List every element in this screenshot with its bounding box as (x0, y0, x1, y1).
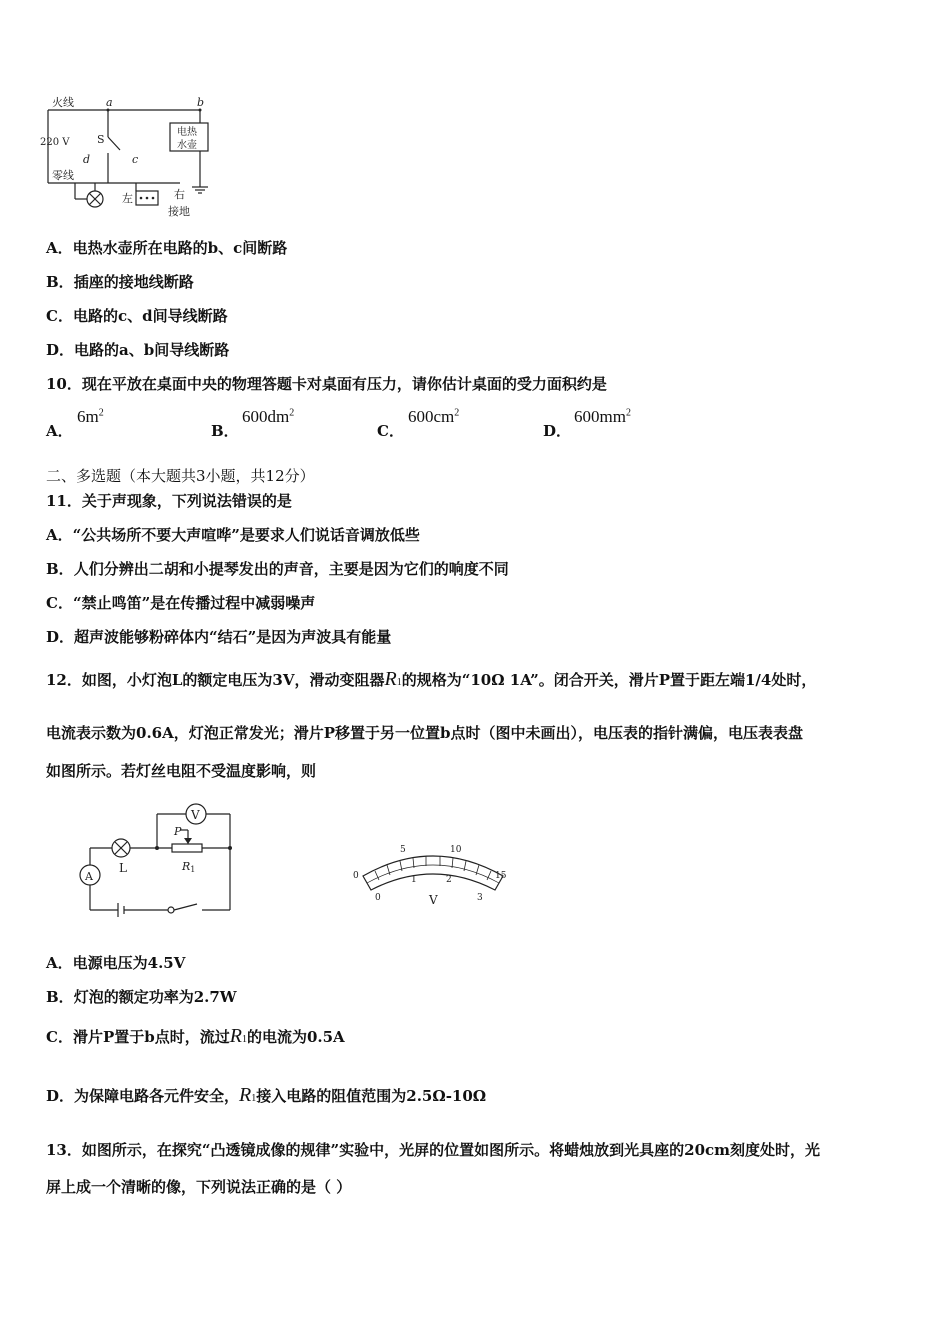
q11-option-d[interactable]: D．超声波能够粉碎体内“结石”是因为声波具有能量 (46, 628, 392, 646)
q10-option-b-value: $600dm^2$ (242, 407, 295, 426)
dial-inner-0: 0 (375, 893, 381, 903)
dial-unit: V (429, 893, 438, 907)
neutral-wire-label: 零线 (52, 169, 74, 182)
q12-option-a[interactable]: A．电源电压为4.5V (46, 954, 186, 972)
q9-option-b[interactable]: B．插座的接地线断路 (46, 273, 194, 291)
dial-inner-2: 2 (446, 875, 452, 885)
dial-inner-1: 1 (411, 875, 417, 885)
q10-option-c-key: C． (377, 422, 404, 440)
lamp-label: L (119, 861, 127, 875)
q10-stem: 10．现在平放在桌面中央的物理答题卡对桌面有压力，请你估计桌面的受力面积约是 (46, 375, 607, 393)
q10-option-d-key: D． (543, 422, 572, 440)
section-title: 二、多选题（本大题共3小题，共12分） (46, 467, 315, 485)
ground-label: 接地 (168, 205, 190, 218)
dial-outer-10: 10 (450, 845, 462, 855)
dial-outer-5: 5 (400, 845, 406, 855)
resistor-label: R1 (182, 860, 196, 874)
q12-option-c[interactable]: C．滑片P置于b点时，流过R1的电流为0.5A (46, 1025, 345, 1047)
point-a-label: a (106, 96, 113, 109)
q12-stem-line2: 电流表示数为0.6A，灯泡正常发光；滑片P移置于另一位置b点时（图中未画出），电压表的指针满偏，电压表表盘 (46, 724, 804, 742)
voltage-label: 220 V (40, 137, 70, 148)
point-c-label: c (132, 153, 139, 166)
voltmeter-dial (345, 838, 515, 913)
q13-stem-line2: 屏上成一个清晰的像，下列说法正确的是（ ） (46, 1178, 352, 1196)
socket-right-label: 右 (174, 188, 185, 201)
q9-option-a[interactable]: A．电热水壶所在电路的b、c间断路 (46, 239, 288, 257)
dial-outer-15: 15 (495, 871, 507, 881)
voltmeter-label: V (191, 808, 200, 822)
q13-stem-line1: 13．如图所示，在探究“凸透镜成像的规律”实验中，光屏的位置如图所示。将蜡烛放到光具座的20cm刻度处时，光 (46, 1141, 821, 1159)
point-b-label: b (197, 96, 205, 109)
q9-option-d[interactable]: D．电路的a、b间导线断路 (46, 341, 230, 359)
q10-option-a-key: A． (46, 422, 73, 440)
q11-option-c[interactable]: C．“禁止鸣笛”是在传播过程中减弱噪声 (46, 594, 316, 612)
slider-label: P (174, 825, 182, 838)
household-circuit-diagram (40, 95, 220, 223)
q11-stem: 11．关于声现象，下列说法错误的是 (46, 492, 292, 510)
live-wire-label: 火线 (52, 96, 74, 109)
socket-left-label: 左 (122, 192, 133, 205)
q12-stem-line3: 如图所示。若灯丝电阻不受温度影响，则 (46, 762, 317, 780)
point-d-label: d (83, 153, 91, 166)
r1-symbol: R1 (239, 1084, 257, 1106)
q12-circuit-diagram (72, 800, 242, 920)
q9-option-c[interactable]: C．电路的c、d间导线断路 (46, 307, 228, 325)
q10-option-c-value: $600cm^2$ (408, 407, 460, 426)
q10-option-a-value: $6m^2$ (77, 407, 104, 426)
dial-inner-3: 3 (477, 893, 483, 903)
q11-option-a[interactable]: A．“公共场所不要大声喧哗”是要求人们说话音调放低些 (46, 526, 420, 544)
r1-symbol: R1 (229, 1025, 247, 1047)
q11-option-b[interactable]: B．人们分辨出二胡和小提琴发出的声音，主要是因为它们的响度不同 (46, 560, 509, 578)
q12-option-b[interactable]: B．灯泡的额定功率为2.7W (46, 988, 237, 1006)
q12-option-d[interactable]: D．为保障电路各元件安全，R1接入电路的阻值范围为2.5Ω-10Ω (46, 1084, 487, 1106)
q12-stem-line1: 12．如图，小灯泡L的额定电压为3V，滑动变阻器R1的规格为“10Ω 1A”。闭合开关，滑片P置于距左端1/4处时， (46, 668, 817, 690)
ammeter-label: A (85, 870, 93, 883)
r1-symbol: R1 (384, 668, 402, 690)
kettle-label-2: 水壶 (177, 140, 197, 151)
q10-option-d-value: $600mm^2$ (574, 407, 631, 426)
dial-outer-0: 0 (353, 871, 359, 881)
kettle-label-1: 电热 (177, 127, 197, 138)
q10-option-b-key: B． (211, 422, 239, 440)
switch-label: S (97, 133, 105, 146)
